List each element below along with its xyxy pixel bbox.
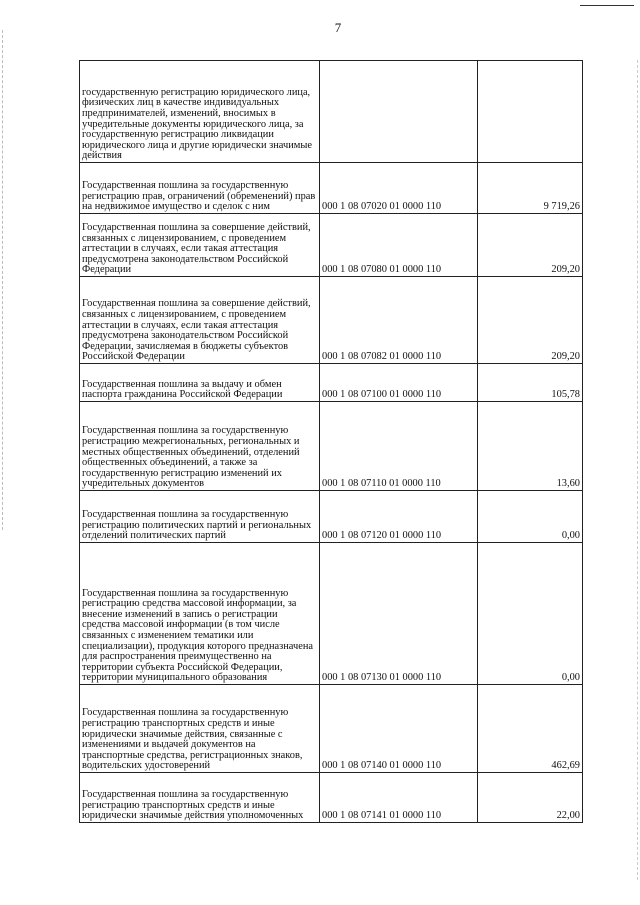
row-amount: 209,20: [478, 214, 583, 277]
table-row: [80, 163, 583, 214]
row-code: 000 1 08 07020 01 0000 110: [320, 163, 478, 214]
page-number: 7: [334, 20, 342, 35]
table-row: [80, 214, 583, 277]
row-code: [320, 61, 478, 163]
table-row: [80, 543, 583, 685]
row-code: 000 1 08 07141 01 0000 110: [320, 773, 478, 823]
row-description: Государственная пошлина за совершение действий, связанных с лицензированием, с проведением аттестации в случаях, если такая аттестация предусмотрена законодательством Российской Федерации, зачисляемая в бюджеты субъектов Российской Федерации: [80, 277, 320, 364]
scan-edge-left: [2, 30, 3, 530]
table-row: [80, 402, 583, 491]
row-code: 000 1 08 07100 01 0000 110: [320, 364, 478, 402]
table-row: [80, 685, 583, 773]
row-amount: [478, 61, 583, 163]
scan-edge-right: [637, 60, 638, 880]
fees-table: [79, 60, 583, 823]
row-description: Государственная пошлина за государственную регистрацию межрегиональных, региональных и местных общественных объединений, отделений общественных объединений, а также за государственную регистрацию изменений их учредительных документов: [80, 402, 320, 491]
row-description: Государственная пошлина за государственную регистрацию прав, ограничений (обременений) прав на недвижимое имущество и сделок с ним: [80, 163, 320, 214]
top-rule: [580, 5, 634, 6]
row-code: 000 1 08 07080 01 0000 110: [320, 214, 478, 277]
table-row: [80, 277, 583, 364]
row-description: Государственная пошлина за государственную регистрацию средства массовой информации, за внесение изменений в запись о регистрации средства массовой информации (в том числе связанных с изменением тематики или специализации), продукция которого предназначена для распространения преимущественно на территории субъекта Российской Федерации, территории муниципального образования: [80, 543, 320, 685]
row-code: 000 1 08 07140 01 0000 110: [320, 685, 478, 773]
row-code: 000 1 08 07120 01 0000 110: [320, 491, 478, 543]
row-amount: 22,00: [478, 773, 583, 823]
row-amount: 13,60: [478, 402, 583, 491]
row-description: государственную регистрацию юридического лица, физических лиц в качестве индивидуальных предпринимателей, изменений, вносимых в учредительные документы юридического лица, за государственную регистрацию ликвидации юридического лица и другие юридически значимые действия: [80, 61, 320, 163]
row-amount: 105,78: [478, 364, 583, 402]
table-row: [80, 491, 583, 543]
row-amount: 0,00: [478, 491, 583, 543]
row-amount: 9 719,26: [478, 163, 583, 214]
row-amount: 462,69: [478, 685, 583, 773]
row-description: Государственная пошлина за государственную регистрацию политических партий и региональных отделений политических партий: [80, 491, 320, 543]
row-description: Государственная пошлина за государственную регистрацию транспортных средств и иные юридически значимые действия, связанные с изменениями и выдачей документов на транспортные средства, регистрационных знаков, водительских удостоверений: [80, 685, 320, 773]
row-description: Государственная пошлина за совершение действий, связанных с лицензированием, с проведением аттестации в случаях, если такая аттестация предусмотрена законодательством Российской Федерации: [80, 214, 320, 277]
row-code: 000 1 08 07110 01 0000 110: [320, 402, 478, 491]
row-description: Государственная пошлина за государственную регистрацию транспортных средств и иные юридически значимые действия уполномоченных: [80, 773, 320, 823]
row-code: 000 1 08 07130 01 0000 110: [320, 543, 478, 685]
row-amount: 0,00: [478, 543, 583, 685]
table-row: [80, 773, 583, 823]
row-description: Государственная пошлина за выдачу и обмен паспорта гражданина Российской Федерации: [80, 364, 320, 402]
table-row: [80, 364, 583, 402]
row-amount: 209,20: [478, 277, 583, 364]
row-code: 000 1 08 07082 01 0000 110: [320, 277, 478, 364]
table-row: [80, 61, 583, 163]
